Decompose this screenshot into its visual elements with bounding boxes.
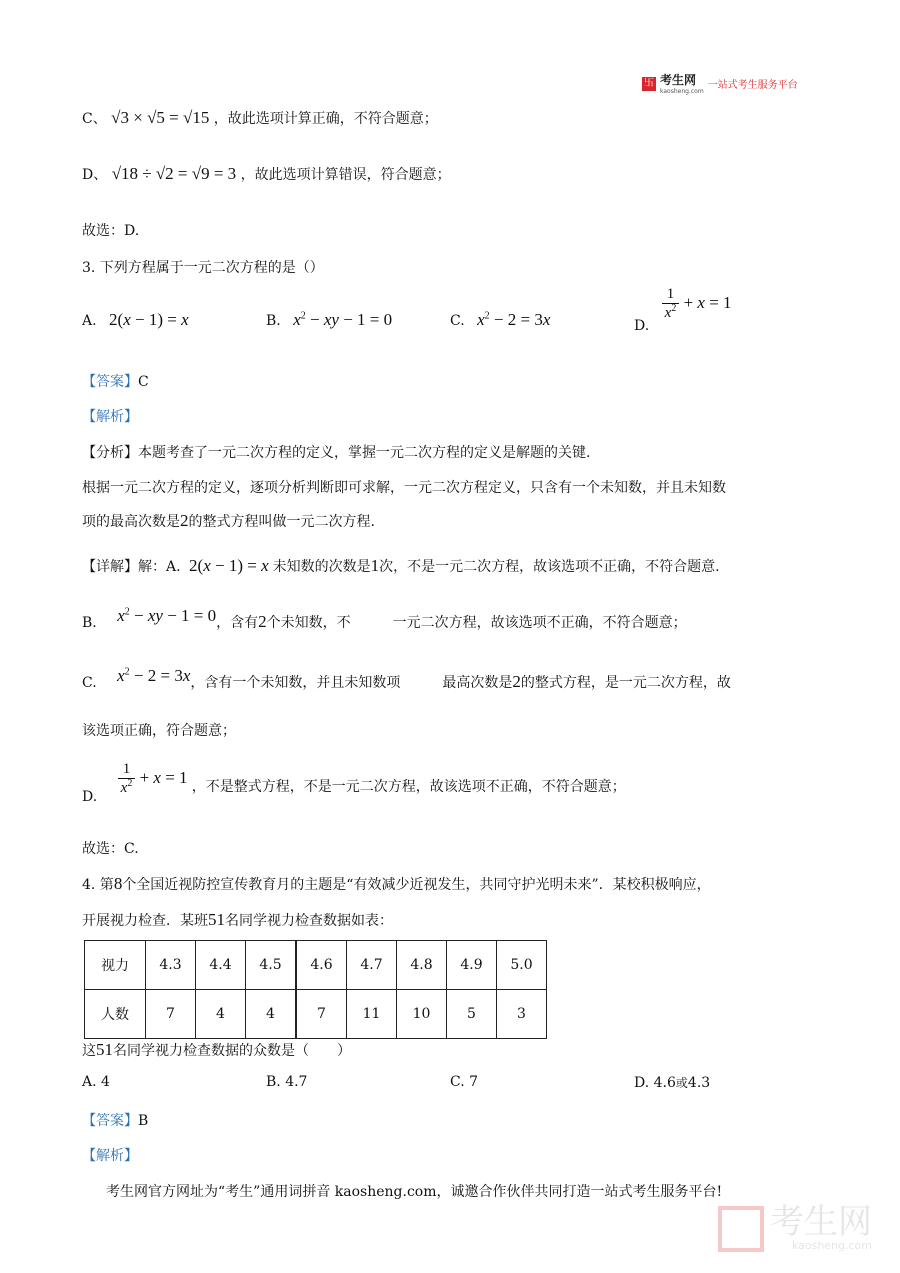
table-cell: 4.6	[296, 941, 347, 990]
q3-detail-a-math: 2(x − 1) = x	[189, 556, 269, 575]
table-cell: 11	[347, 990, 397, 1039]
table-header-cell: 视力	[85, 941, 146, 990]
q3-option-b-math: $x^2$ − xy − 1 = 0	[293, 310, 393, 329]
table-cell: 4.5	[246, 941, 297, 990]
logo-mark-icon: 卐	[644, 77, 654, 89]
q3-detail-b: B. $x^2$ − xy − 1 = 0，含有2个未知数，不 一元二次方程，故该选项不正确，不符合题意；	[82, 606, 687, 631]
table-cell: 4.3	[146, 941, 196, 990]
header-logo	[642, 72, 798, 95]
table-cell: 7	[146, 990, 196, 1039]
q3-detail-c-line2: 该选项正确，符合题意；	[82, 723, 236, 739]
table-cell: 4.8	[397, 941, 447, 990]
table-cell: 4.7	[347, 941, 397, 990]
watermark	[718, 1202, 872, 1252]
watermark-logo-icon	[718, 1206, 764, 1252]
table-cell: 4	[196, 990, 246, 1039]
q4-option-d: D. 4.6或4.3	[634, 1075, 711, 1091]
q3-detail-b-math: $x^2$ − xy − 1 = 0	[117, 606, 217, 625]
table-cell: 4.4	[196, 941, 246, 990]
q3-option-a: A. 2(x − 1) = x	[82, 310, 189, 329]
header-slogan: 一站式考生服务平台	[707, 80, 798, 91]
q3-analysis-tag: 【解析】	[82, 409, 138, 425]
table-row	[85, 941, 547, 990]
q4-stem-line2: 开展视力检查．某班51名同学视力检查数据如表：	[82, 910, 393, 929]
watermark-name: 考生网	[770, 1202, 872, 1242]
q3-detail-a: 【详解】解：A. 2(x − 1) = x 未知数的次数是1次，不是一元二次方程，故该选项不正确，不符合题意.	[82, 556, 720, 575]
q4-analysis-tag: 【解析】	[82, 1148, 138, 1164]
table-cell: 7	[296, 990, 347, 1039]
table-cell: 5	[447, 990, 497, 1039]
q4-answer: 【答案】B	[82, 1113, 149, 1129]
q3-fenxi-line3: 项的最高次数是2的整式方程叫做一元二次方程.	[82, 511, 375, 530]
logo-name: 考生网	[660, 73, 697, 87]
q3-option-c: C. $x^2 - 2 = 3x$	[450, 310, 551, 329]
prev-option-d: D、 √18 ÷ √2 = √9 = 3 ，故此选项计算错误，符合题意；	[82, 164, 451, 183]
footer-text: 考生网官方网址为“考生”通用词拼音 kaosheng.com，诚邀合作伙伴共同打造一站式考生服务平台!	[106, 1184, 723, 1200]
prev-conclusion: 故选：D.	[82, 223, 140, 239]
table-cell: 4	[246, 990, 297, 1039]
prev-c-math: √3 × √5 = √15	[111, 108, 210, 127]
q3-option-a-math: 2(x − 1) = x	[109, 310, 189, 329]
q3-detail-c-math: $x^2 - 2 = 3x$	[117, 666, 191, 685]
q3-option-c-math: $x^2 - 2 = 3x$	[477, 310, 551, 329]
q3-conclusion: 故选：C.	[82, 841, 139, 857]
vision-table	[84, 940, 547, 1039]
table-row	[85, 990, 547, 1039]
q3-detail-d-math: $\frac{1}{x^2}$ + x = 1	[118, 768, 192, 787]
q3-fenxi: 【分析】本题考查了一元二次方程的定义，掌握一元二次方程的定义是解题的关键.	[82, 445, 591, 461]
q3-fenxi-line2: 根据一元二次方程的定义，逐项分析判断即可求解，一元二次方程定义，只含有一个未知数，并且未知数	[82, 480, 726, 496]
table-cell: 4.9	[447, 941, 497, 990]
q3-option-d: D. $\frac{1}{x^2}$ + x = 1	[634, 286, 732, 335]
q3-option-b: B. $x^2$ − xy − 1 = 0	[266, 310, 393, 329]
q3-option-d-math: $\frac{1}{x^2}$ + x = 1	[662, 293, 732, 312]
table-cell: 10	[397, 990, 447, 1039]
table-header-cell: 人数	[85, 990, 146, 1039]
q4-question: 这51名同学视力检查数据的众数是（ ）	[82, 1040, 351, 1059]
q3-detail-c: C. $x^2 - 2 = 3x$，含有一个未知数，并且未知数项 最高次数是2的整式方程，是一元二次方程，故	[82, 666, 731, 691]
table-cell: 5.0	[497, 941, 547, 990]
q4-option-c: C. 7	[450, 1074, 479, 1090]
q3-answer: 【答案】C	[82, 374, 149, 390]
q4-option-b: B. 4.7	[266, 1074, 308, 1090]
q4-stem-line1: 4. 第8个全国近视防控宣传教育月的主题是“有效减少近视发生，共同守护光明未来”．某校积极响应，	[82, 874, 711, 893]
watermark-domain: kaosheng.com	[791, 1239, 872, 1252]
prev-option-c: C、 √3 × √5 = √15 ，故此选项计算正确，不符合题意；	[82, 108, 438, 127]
prev-d-math: √18 ÷ √2 = √9 = 3	[111, 164, 237, 183]
q3-stem: 3. 下列方程属于一元二次方程的是（）	[82, 260, 324, 276]
q3-detail-d: D. $\frac{1}{x^2}$ + x = 1 ，不是整式方程，不是一元二次方程，故该选项不正确，不符合题意；	[82, 761, 626, 806]
table-cell: 3	[497, 990, 547, 1039]
q4-option-a: A. 4	[82, 1074, 110, 1090]
logo-domain: kaosheng.com	[660, 88, 704, 95]
logo-text	[660, 72, 704, 95]
